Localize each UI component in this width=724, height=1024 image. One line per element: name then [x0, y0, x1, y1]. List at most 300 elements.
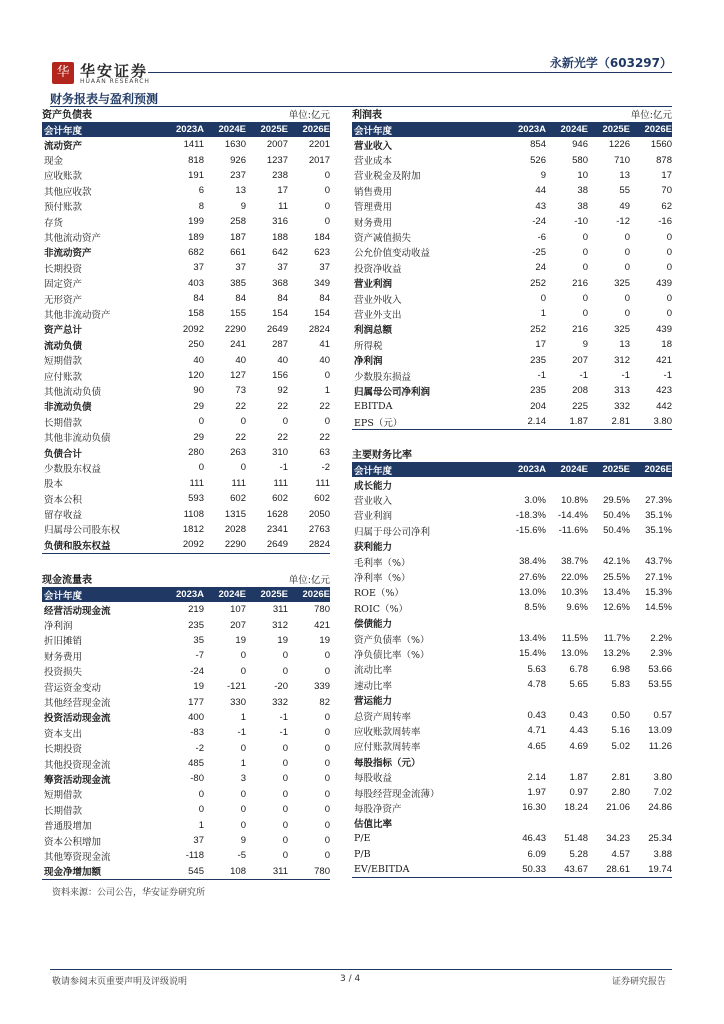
table-bottom-rule	[352, 429, 672, 430]
row-label: 股本	[44, 479, 64, 491]
table-row	[42, 694, 330, 709]
row-label: EPS（元）	[354, 417, 403, 429]
row-value: 280	[188, 447, 204, 458]
row-value: 9	[240, 835, 246, 847]
row-label: 流动比率	[354, 665, 393, 677]
table-row	[352, 523, 672, 538]
row-label: 投资损失	[44, 667, 83, 679]
row-value: 3.80	[653, 771, 672, 783]
brand-logo-icon: 华	[52, 62, 74, 84]
row-label: 成长能力	[354, 480, 393, 492]
row-value: 13.2%	[603, 648, 630, 660]
row-value: 22	[277, 400, 288, 412]
row-label: 每股净资产	[354, 803, 402, 815]
row-value: 642	[272, 246, 288, 258]
table-row	[42, 183, 330, 198]
row-label: 应付账款	[44, 371, 83, 383]
row-value: 19	[319, 634, 330, 646]
table-row	[42, 291, 330, 306]
table-row	[42, 741, 330, 756]
row-label: EV/EBITDA	[354, 863, 410, 875]
row-value: 17	[661, 169, 672, 181]
row-value: 1.97	[527, 787, 546, 798]
table-title: 利润表	[352, 110, 382, 121]
row-value: 25.34	[648, 833, 672, 845]
row-value: 0	[324, 819, 330, 831]
header-year: 2024E	[218, 589, 246, 600]
row-value: 854	[530, 139, 546, 151]
table-row	[352, 692, 672, 707]
row-label: 非流动负债	[44, 402, 92, 414]
row-value: 0	[324, 185, 330, 197]
table-row	[42, 414, 330, 429]
table-row	[42, 679, 330, 694]
row-value: 225	[572, 400, 588, 412]
table-caption	[42, 572, 330, 587]
row-value: 50.4%	[603, 509, 630, 521]
row-value: 35.1%	[645, 509, 672, 521]
row-value: 13.4%	[519, 633, 546, 645]
row-value: 2649	[266, 539, 288, 551]
row-value: 18.24	[564, 802, 588, 814]
row-label: 营业税金及附加	[354, 171, 421, 183]
row-value: 0	[240, 788, 246, 800]
row-value: -1	[579, 370, 588, 382]
row-value: 108	[230, 865, 246, 877]
header-label: 会计年度	[354, 125, 393, 137]
row-value: 84	[235, 293, 246, 305]
row-label: 净负债比率（%）	[354, 649, 430, 661]
row-value: 2050	[308, 508, 330, 520]
row-value: 710	[614, 154, 630, 166]
row-value: 312	[272, 619, 288, 631]
row-value: 682	[188, 246, 204, 258]
row-value: 28.61	[606, 863, 630, 875]
row-value: 926	[230, 154, 246, 166]
table-row	[352, 662, 672, 677]
row-value: 252	[530, 277, 546, 289]
table-row	[42, 787, 330, 802]
row-value: 526	[530, 154, 546, 166]
table-row	[42, 368, 330, 383]
row-label: 长期借款	[44, 805, 83, 817]
row-value: -11.6%	[558, 525, 588, 537]
row-value: 2.80	[611, 787, 630, 798]
row-value: 287	[272, 339, 288, 351]
row-value: 37	[235, 262, 246, 274]
table-row	[352, 137, 672, 152]
row-value: 44	[535, 185, 546, 197]
table-row	[42, 322, 330, 337]
row-value: 316	[272, 216, 288, 228]
row-value: 1560	[650, 139, 672, 151]
row-label: 应付账款周转率	[354, 742, 421, 754]
row-label: 毛利率（%）	[354, 557, 411, 569]
row-label: 流动资产	[44, 140, 83, 152]
row-value: 4.43	[569, 725, 588, 737]
table-row	[42, 633, 330, 648]
row-value: 13	[619, 169, 630, 181]
balance-sheet-table	[42, 107, 330, 554]
row-value: 1	[324, 385, 330, 397]
row-value: 50.4%	[603, 525, 630, 537]
brand-subtitle: HUAAN RESEARCH	[80, 78, 150, 85]
row-value: 311	[272, 604, 288, 616]
row-value: 878	[656, 154, 672, 166]
table-bottom-rule	[42, 553, 330, 554]
brand-name: 华安证券	[80, 62, 149, 80]
row-value: 0	[582, 293, 588, 305]
row-value: 29	[193, 431, 204, 443]
row-value: 0	[666, 246, 672, 258]
row-value: 7.02	[653, 787, 672, 798]
row-label: 其他应收款	[44, 186, 92, 198]
row-label: 应收账款	[44, 171, 83, 183]
row-value: 216	[572, 277, 588, 289]
row-value: 38	[577, 200, 588, 212]
row-value: 199	[188, 216, 204, 228]
row-value: 43.7%	[645, 556, 672, 568]
row-label: 长期投资	[44, 744, 83, 756]
header-year: 2023A	[176, 124, 204, 135]
row-value: 0	[324, 835, 330, 847]
row-label: 经营活动现金流	[44, 605, 111, 617]
row-value: 0	[240, 665, 246, 677]
row-label: 少数股东权益	[44, 463, 102, 475]
table-row	[42, 506, 330, 521]
row-label: P/B	[354, 848, 371, 860]
row-value: 40	[277, 354, 288, 366]
row-label: 应收账款周转率	[354, 726, 421, 738]
row-value: 1	[240, 758, 246, 770]
row-value: 154	[272, 308, 288, 320]
table-row	[42, 460, 330, 475]
table-row	[352, 260, 672, 275]
row-value: 0	[282, 650, 288, 662]
table-header-row	[352, 462, 672, 477]
row-value: 2290	[224, 539, 246, 551]
table-row	[42, 137, 330, 152]
row-value: 0	[624, 262, 630, 274]
table-row	[42, 864, 330, 879]
table-row	[352, 368, 672, 383]
row-label: 其他流动资产	[44, 233, 102, 245]
row-label: 资产减值损失	[354, 233, 412, 245]
row-value: 0	[282, 773, 288, 785]
row-value: 15.3%	[645, 586, 672, 598]
row-label: 其他投资现金流	[44, 759, 111, 771]
row-value: 5.63	[527, 663, 546, 675]
table-row	[42, 522, 330, 537]
table-row	[352, 399, 672, 414]
row-value: 421	[656, 354, 672, 366]
table-row	[42, 617, 330, 632]
row-value: 38	[577, 185, 588, 197]
table-row	[352, 646, 672, 661]
row-label: 归属于母公司净利	[354, 526, 431, 538]
row-label: 固定资产	[44, 279, 83, 291]
row-label: 短期借款	[44, 356, 83, 368]
row-value: 2824	[308, 323, 330, 335]
row-value: 325	[614, 277, 630, 289]
row-value: 8.5%	[524, 602, 546, 614]
row-value: 325	[614, 323, 630, 335]
row-value: 2028	[224, 523, 246, 535]
row-value: 107	[230, 604, 246, 616]
header-divider	[148, 72, 672, 73]
row-value: 19	[235, 634, 246, 646]
row-label: 非流动资产	[44, 248, 92, 260]
table-row	[352, 492, 672, 507]
row-label: 短期借款	[44, 790, 83, 802]
row-value: 5.83	[611, 679, 630, 691]
row-value: 25.5%	[603, 571, 630, 583]
row-value: 82	[319, 696, 330, 708]
row-label: 长期借款	[44, 417, 83, 429]
table-row	[352, 539, 672, 554]
row-value: 0	[240, 819, 246, 831]
row-label: 营业外收入	[354, 294, 402, 306]
row-value: 92	[277, 385, 288, 397]
row-value: 235	[530, 354, 546, 366]
row-label: 资本公积	[44, 494, 83, 506]
row-value: 400	[188, 711, 204, 723]
row-value: 18	[661, 339, 672, 351]
table-row	[42, 710, 330, 725]
row-label: 净利率（%）	[354, 573, 411, 585]
row-value: 0	[324, 773, 330, 785]
row-value: 0	[540, 293, 546, 305]
row-value: 1	[198, 819, 204, 831]
row-value: -10	[574, 216, 588, 228]
row-value: 2017	[308, 154, 330, 166]
row-value: 19	[193, 681, 204, 693]
row-value: 0	[240, 462, 246, 474]
row-label: 营运资金变动	[44, 682, 102, 694]
table-row	[42, 833, 330, 848]
row-label: 销售费用	[354, 186, 393, 198]
table-row	[352, 769, 672, 784]
row-value: 35	[193, 634, 204, 646]
row-label: 预付账款	[44, 202, 83, 214]
table-row	[352, 554, 672, 569]
row-value: 1	[240, 711, 246, 723]
row-value: -7	[195, 650, 204, 662]
table-row	[352, 569, 672, 584]
row-value: -14.4%	[557, 509, 588, 521]
row-value: 0	[324, 758, 330, 770]
table-row	[352, 600, 672, 615]
row-value: -24	[190, 665, 204, 677]
table-row	[42, 602, 330, 617]
row-value: 9	[582, 339, 588, 351]
row-value: 2.81	[611, 416, 630, 428]
row-value: 1237	[266, 154, 288, 166]
table-row	[352, 383, 672, 398]
row-value: 37	[193, 262, 204, 274]
row-value: 238	[272, 169, 288, 181]
row-value: 2201	[308, 139, 330, 151]
row-label: 每股经营现金流薄）	[354, 788, 440, 800]
row-value: 235	[530, 385, 546, 397]
row-label: 流动负债	[44, 340, 83, 352]
table-bottom-rule	[352, 877, 672, 878]
row-value: 3	[240, 773, 246, 785]
table-caption	[352, 447, 672, 462]
row-value: 3.0%	[524, 494, 546, 506]
report-type: 证券研究报告	[611, 977, 666, 987]
row-value: 0.43	[569, 710, 588, 722]
row-value: 0	[324, 370, 330, 382]
row-value: 42.1%	[603, 556, 630, 568]
table-row	[352, 708, 672, 723]
row-value: 4.65	[527, 740, 546, 752]
row-label: 现金	[44, 156, 64, 168]
row-value: 439	[656, 323, 672, 335]
row-value: 2341	[266, 523, 288, 535]
row-value: 0	[198, 462, 204, 474]
row-label: 获利能力	[354, 542, 393, 554]
row-label: 管理费用	[354, 202, 393, 214]
table-row	[352, 816, 672, 831]
table-row	[352, 276, 672, 291]
row-value: 241	[230, 339, 246, 351]
table-row	[352, 785, 672, 800]
row-value: 339	[314, 681, 330, 693]
row-value: 35.1%	[645, 525, 672, 537]
table-row	[42, 756, 330, 771]
header-year: 2026E	[644, 464, 672, 475]
table-row	[42, 383, 330, 398]
row-value: 63	[319, 447, 330, 458]
table-row	[42, 399, 330, 414]
row-value: 5.16	[611, 725, 630, 737]
row-value: 5.65	[569, 679, 588, 691]
row-label: 估值比率	[354, 819, 393, 831]
row-value: 43.67	[564, 863, 588, 875]
header-year: 2025E	[602, 124, 630, 135]
row-value: 1628	[266, 508, 288, 520]
row-label: 其他非流动资产	[44, 309, 111, 321]
footer-divider	[50, 969, 672, 970]
table-row	[42, 429, 330, 444]
row-value: 2824	[308, 539, 330, 551]
row-value: 34.23	[606, 833, 630, 845]
table-row	[42, 152, 330, 167]
row-value: 2092	[182, 323, 204, 335]
row-value: 0	[198, 788, 204, 800]
row-value: 4.57	[611, 848, 630, 860]
header-year: 2023A	[518, 464, 546, 475]
header-label: 会计年度	[44, 125, 83, 137]
row-value: 46.43	[522, 833, 546, 845]
row-value: 332	[272, 696, 288, 708]
row-value: 38.4%	[519, 556, 546, 568]
row-value: 311	[272, 865, 288, 877]
row-value: 0	[324, 788, 330, 800]
row-value: 111	[231, 477, 246, 489]
row-value: -18.3%	[515, 509, 546, 521]
row-value: 423	[656, 385, 672, 397]
row-value: 2.81	[611, 771, 630, 783]
row-value: 127	[230, 370, 246, 382]
row-value: 2007	[266, 139, 288, 151]
row-value: 0	[282, 665, 288, 677]
table-row	[42, 648, 330, 663]
row-value: 10.8%	[561, 494, 588, 506]
table-row	[42, 664, 330, 679]
row-value: 0.43	[527, 710, 546, 722]
table-row	[352, 214, 672, 229]
row-value: -1	[279, 727, 288, 739]
row-value: 442	[656, 400, 672, 412]
row-value: 0	[324, 804, 330, 816]
table-row	[352, 677, 672, 692]
row-label: 投资净收益	[354, 263, 402, 275]
row-value: 0.97	[569, 787, 588, 798]
row-value: -24	[532, 216, 546, 228]
row-value: -121	[226, 681, 246, 693]
table-row	[42, 817, 330, 832]
row-value: -15.6%	[515, 525, 546, 537]
row-value: 0	[624, 308, 630, 320]
row-value: 156	[272, 370, 288, 382]
row-value: 368	[272, 277, 288, 289]
row-value: -118	[185, 850, 204, 862]
row-value: 189	[188, 231, 204, 243]
row-value: -12	[616, 216, 630, 228]
row-value: 780	[314, 865, 330, 877]
row-value: 22	[235, 400, 246, 412]
table-row	[352, 291, 672, 306]
row-value: 22.0%	[561, 571, 588, 583]
row-value: 204	[530, 400, 546, 412]
row-value: 111	[315, 477, 330, 489]
header-year: 2025E	[260, 589, 288, 600]
row-value: 13.0%	[519, 586, 546, 598]
row-value: 11.26	[648, 740, 672, 752]
row-value: 53.66	[648, 663, 672, 675]
row-value: 1108	[183, 508, 204, 520]
row-value: 27.1%	[645, 571, 672, 583]
row-value: 11	[278, 200, 288, 212]
row-value: 84	[319, 293, 330, 305]
row-label: 普通股增加	[44, 821, 92, 833]
table-row	[352, 352, 672, 367]
row-value: 545	[188, 865, 204, 877]
row-value: 22	[319, 431, 330, 443]
row-value: 0	[624, 231, 630, 243]
cashflow-table	[42, 572, 330, 880]
row-value: 27.3%	[645, 494, 672, 506]
table-row	[352, 306, 672, 321]
row-value: 0	[324, 742, 330, 754]
row-value: 946	[572, 139, 588, 151]
row-value: 1411	[183, 139, 204, 151]
table-row	[352, 585, 672, 600]
row-value: 1.87	[569, 416, 588, 428]
row-value: 602	[272, 493, 288, 505]
table-unit: 单位:亿元	[288, 110, 330, 121]
table-caption	[352, 107, 672, 122]
income-statement-table	[352, 107, 672, 430]
table-bottom-rule	[42, 879, 330, 880]
row-value: 1.87	[569, 771, 588, 783]
row-value: 41	[319, 339, 330, 351]
row-label: 公允价值变动收益	[354, 248, 431, 260]
header-year: 2024E	[560, 124, 588, 135]
row-value: 2649	[266, 323, 288, 335]
